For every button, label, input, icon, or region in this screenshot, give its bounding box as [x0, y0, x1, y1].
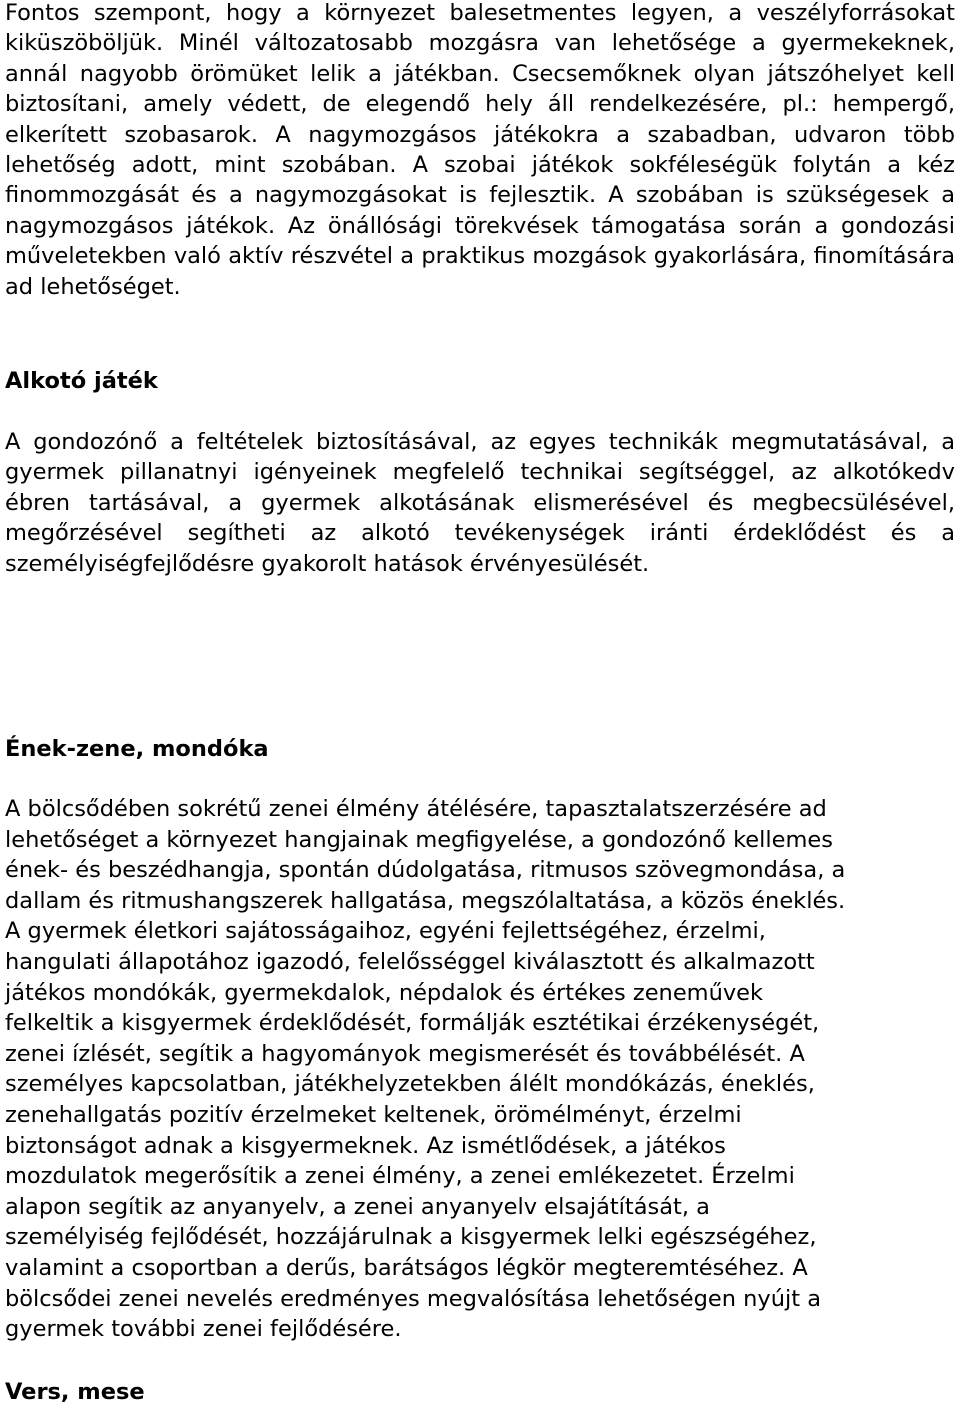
- paragraph-creative-play: A gondozónő a feltételek biztosításával, az egyes technikák megmutatásával, a gyermek pillanatnyi igényeinek megfelelő technikai segítséggel, az alkotókedv ébren tartásával, a gyermek alkotásának elismerésével és megbecsülésével, megőrzésével segítheti az alkotó tevékenységek iránti érdeklődést és a személyiségfejlődésre gyakorolt hatások érvényesülését.: [5, 429, 955, 577]
- paragraph-music-rhymes: A bölcsődében sokrétű zenei élmény átélésére, tapasztalatszerzésére ad lehetőséget a környezet hangjainak megfigyelése, a gondozónő kellemes ének- és beszédhangja, spontán dúdolgatása, ritmusos szövegmondása, a dallam és ritmushangszerek hallgatása, megszólaltatása, a közös éneklés. A gyermek életkori sajátosságaihoz, egyéni fejlettségéhez, érzelmi, hangulati állapotához igazodó, felelősséggel kiválasztott és alkalmazott játékos mondókák, gyermekdalok, népdalok és értékes zeneművek felkeltik a kisgyermek érdeklődését, formálják esztétikai érzékenységét, zenei ízlését, segítik a hagyományok megismerését és továbbélését. A személyes kapcsolatban, játékhelyzetekben álélt mondókázás, éneklés, zenehallgatás pozitív érzelmeket keltenek, örömélményt, érzelmi biztonságot adnak a kisgyermeknek. Az ismétlődések, a játékos mozdulatok megerősítik a zenei élmény, a zenei emlékezetet. Érzelmi alapon segítik az anyanyelv, a zenei anyanyelv elsajátítását, a személyiség fejlődését, hozzájárulnak a kisgyermek lelki egészségéhez, valamint a csoportban a derűs, barátságos légkör megteremtéséhez. A bölcsődei zenei nevelés eredményes megvalósítása lehetőségen nyújt a gyermek további zenei fejlődésére.: [5, 796, 846, 1343]
- heading-music-rhymes: Ének-zene, mondóka: [5, 736, 269, 762]
- heading-creative-play: Alkotó játék: [5, 368, 158, 394]
- heading-verse-tale: Vers, mese: [5, 1379, 145, 1405]
- paragraph-movement-play: Fontos szempont, hogy a környezet balesetmentes legyen, a veszélyforrásokat kiküszöböljük. Minél változatosabb mozgásra van lehetősége a gyermekeknek, annál nagyobb örömüket lelik a játékban. Csecsemőknek olyan játszóhelyet kell biztosítani, amely védett, de elegendő hely áll rendelkezésére, pl.: hempergő, elkerített szobasarok. A nagymozgásos játékokra a szabadban, udvaron több lehetőség adott, mint szobában. A szobai játékok sokféleségük folytán a kéz finommozgását és a nagymozgásokat is fejlesztik. A szobában is szükségesek a nagymozgásos játékok. Az önállósági törekvések támogatása során a gondozási műveletekben való aktív részvétel a praktikus mozgások gyakorlására, finomítására ad lehetőséget.: [5, 0, 955, 300]
